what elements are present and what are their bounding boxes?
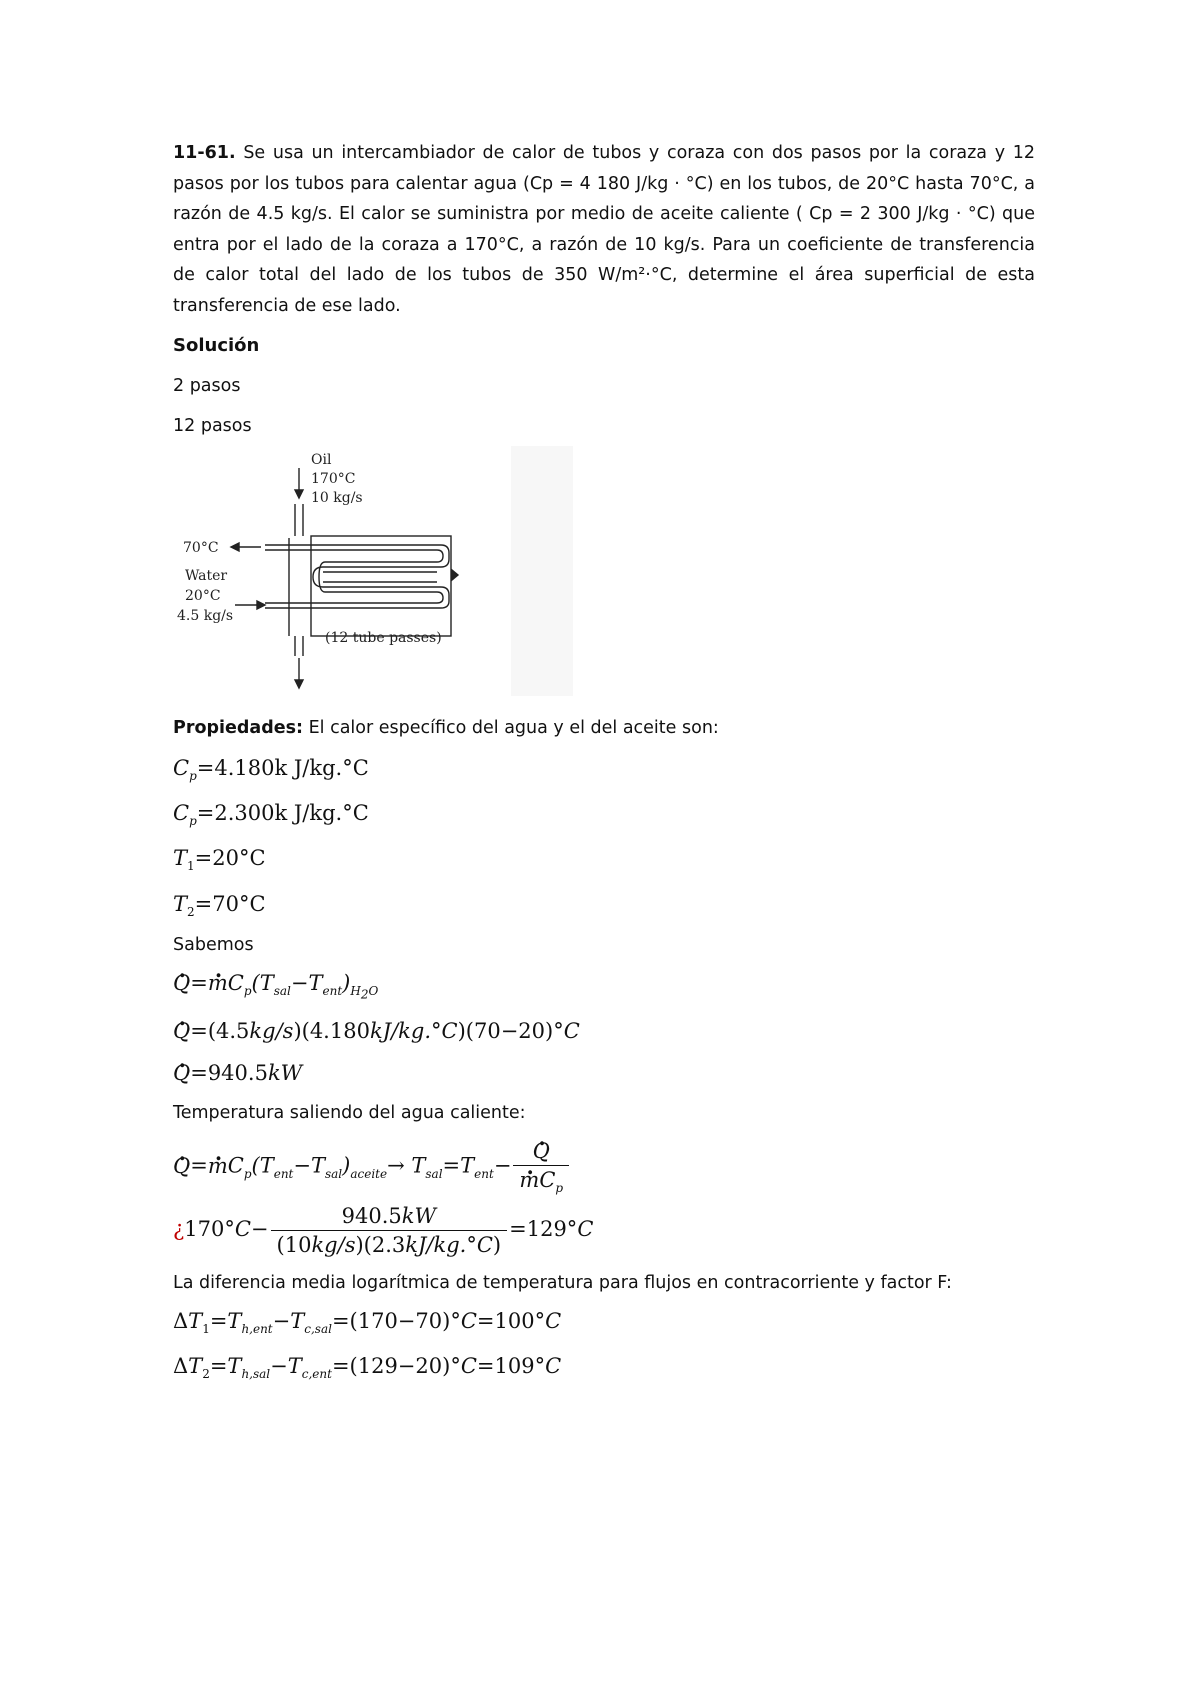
heat-exchanger-diagram <box>173 446 573 696</box>
eq-q-definition: . Q=. $mC_p(T_{sal}-T_{ent})_{H_2O}$ <box>173 971 1035 1002</box>
lmtd-label: La diferencia media logarítmica de temperatura para flujos en contracorriente y factor F: <box>173 1272 952 1293</box>
water-out-temp: 70°C <box>183 540 219 556</box>
eq-t1-value: =20°C <box>194 846 266 871</box>
eq-q-result: . Q=940.5kW <box>173 1061 1035 1085</box>
eq-cp-oil: $C_p=2.300k$ J/kg.°C <box>173 801 369 829</box>
eq-t1: $T_1=20^\circ C$ <box>173 846 266 874</box>
eq-cp-water: $C_p=4.180k$ J/kg.°C <box>173 756 369 784</box>
eq-t2-value: =70°C <box>194 891 266 916</box>
problem-statement <box>173 138 1035 321</box>
solution-heading: Solución <box>173 335 260 356</box>
eq-delta-t2: $\Delta T_2=T_{h,sal}-T_{c,ent}=(129-20)^\circ C=109^\circ C$ <box>173 1353 562 1381</box>
oil-flow: 10 kg/s <box>311 490 363 506</box>
passes-tube: 12 pasos <box>173 416 252 436</box>
properties-label: Propiedades: <box>173 718 304 738</box>
properties-text: El calor específico del agua y el del aceite son: <box>303 718 719 738</box>
eq-t2: $T_2=70^\circ C$ <box>173 891 266 919</box>
eq-t-sal-result: ¿170°C− $\frac{940.5kW}{(10kg/s)(2.3kJ/kg.^\circ C)}$ =129°C <box>173 1203 594 1257</box>
properties-line <box>173 718 1035 738</box>
temp-label: Temperatura saliendo del agua caliente: <box>173 1103 526 1124</box>
problem-number: 11-61. <box>173 143 236 163</box>
oil-label: Oil <box>311 452 332 468</box>
eq-t-sal-definition: . Q=. $mC_p(T_{ent}-T_{sal})_{aceite}\to T_{sal}=T_{ent}-$ . Q . $mC_p$ <box>173 1139 1035 1195</box>
water-flow: 4.5 kg/s <box>177 608 234 624</box>
document-body <box>173 138 1035 1381</box>
water-temp: 20°C <box>185 588 221 604</box>
diagram-caption: (12 tube passes) <box>325 630 442 646</box>
eq-cp-oil-value: =2.300k J/kg.°C <box>196 801 369 826</box>
eq-delta-t1: $\Delta T_1=T_{h,ent}-T_{c,sal}=(170-70)^\circ C=100^\circ C$ <box>173 1308 562 1336</box>
problem-text: Se usa un intercambiador de calor de tubos y coraza con dos pasos por la coraza y 12 pasos por los tubos para calentar agua (Cp = 4 180 J/kg · °C) en los tubos, de 20°C hasta 70°C, a razón de 4.5 kg/s. El calor se suministra por medio de aceite caliente ( Cp = 2 300 J/kg · °C) que entra por el lado de la coraza a 170°C, a razón de 10 kg/s. Para un coeficiente de transferencia de calor total del lado de los tubos de 350 W/m²·°C, determine el área superficial de esta transferencia de ese lado. <box>173 143 1035 316</box>
eq-cp-water-value: =4.180k J/kg.°C <box>196 756 369 780</box>
water-label: Water <box>185 568 228 584</box>
exchanger-drawing <box>173 446 573 696</box>
passes-shell: 2 pasos <box>173 376 241 396</box>
eq-q-substituted: . Q=(4.5kg/s)(4.180kJ/kg.°C)(70−20)°C <box>173 1019 1035 1043</box>
oil-temp: 170°C <box>311 471 356 487</box>
sabemos-label: Sabemos <box>173 934 254 955</box>
